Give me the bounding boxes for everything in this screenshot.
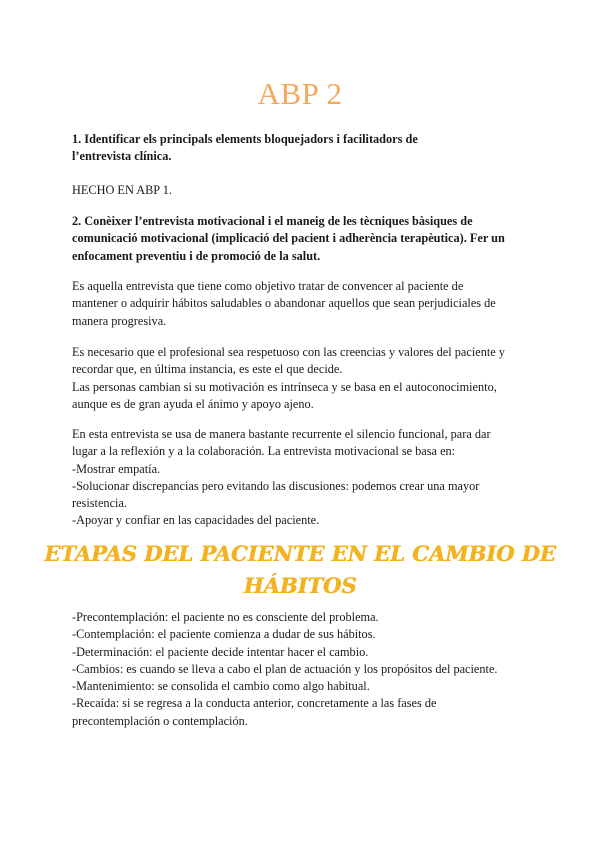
paragraph-2-line-3: Las personas cambian si su motivación es intrínseca y se basa en el autoconocimiento,: [72, 379, 497, 394]
objective-2-line-1: 2. Conèixer l’entrevista motivacional i el maneig de les tècniques bàsiques de: [72, 214, 473, 228]
paragraph-3-line-2: lugar a la reflexión y a la colaboración. La entrevista motivacional se basa en:: [72, 444, 456, 459]
paragraph-1: [72, 278, 532, 330]
list-item: -Recaída: si se regresa a la conducta anterior, concretamente a las fases de: [72, 696, 437, 711]
paragraph-1-line-3: manera progresiva.: [72, 313, 167, 328]
hecho-text: HECHO EN ABP 1.: [72, 183, 172, 197]
paragraph-3-line-4: -Solucionar discrepancias pero evitando las discusiones: podemos crear una mayor: [72, 478, 480, 493]
page-title: ABP 2: [257, 76, 343, 111]
section-heading-etapas: [0, 538, 600, 602]
paragraph-2: [72, 344, 532, 413]
hecho-note: [72, 182, 532, 199]
paragraph-3-line-1: En esta entrevista se usa de manera bastante recurrente el silencio funcional, para dar: [72, 427, 491, 441]
list-item: -Contemplación: el paciente comienza a dudar de sus hábitos.: [72, 627, 376, 642]
paragraph-2-line-4: aunque es de gran ayuda el ánimo y apoyo ajeno.: [72, 396, 314, 411]
paragraph-2-line-1: Es necesario que el profesional sea respetuoso con las creencias y valores del paciente y: [72, 345, 505, 359]
list-item: -Determinación: el paciente decide intentar hacer el cambio.: [72, 644, 369, 659]
objective-2-line-3: enfocament preventiu i de promoció de la salut.: [72, 248, 321, 263]
list-item: -Mantenimiento: se consolida el cambio como algo habitual.: [72, 679, 370, 694]
list-item: -Precontemplación: el paciente no es consciente del problema.: [72, 610, 379, 624]
objective-1: [72, 131, 532, 166]
section-heading-line-1: ETAPAS DEL PACIENTE EN EL CAMBIO DE: [44, 541, 556, 566]
objective-1-line-1: 1. Identificar els principals elements bloquejadors i facilitadors de: [72, 132, 418, 146]
paragraph-1-line-1: Es aquella entrevista que tiene como objetivo tratar de convencer al paciente de: [72, 279, 464, 293]
stages-list: [72, 609, 552, 730]
objective-1-line-2: l’entrevista clínica.: [72, 149, 172, 164]
list-item: -Cambios: es cuando se lleva a cabo el plan de actuación y los propósitos del paciente.: [72, 661, 498, 676]
section-heading-line-2: HÁBITOS: [243, 573, 357, 598]
list-item: precontemplación o contemplación.: [72, 713, 248, 728]
paragraph-3-line-3: -Mostrar empatía.: [72, 461, 161, 476]
paragraph-3-line-6: -Apoyar y confiar en las capacidades del paciente.: [72, 513, 320, 528]
paragraph-3: [72, 426, 532, 530]
objective-2: [72, 213, 532, 265]
objective-2-line-2: comunicació motivacional (implicació del pacient i adherència terapèutica). Fer un: [72, 231, 505, 246]
paragraph-2-line-2: recordar que, en última instancia, es este el que decide.: [72, 362, 343, 377]
paragraph-3-line-5: resistencia.: [72, 496, 127, 511]
paragraph-1-line-2: mantener o adquirir hábitos saludables o abandonar aquellos que sean perjudiciales de: [72, 296, 496, 311]
